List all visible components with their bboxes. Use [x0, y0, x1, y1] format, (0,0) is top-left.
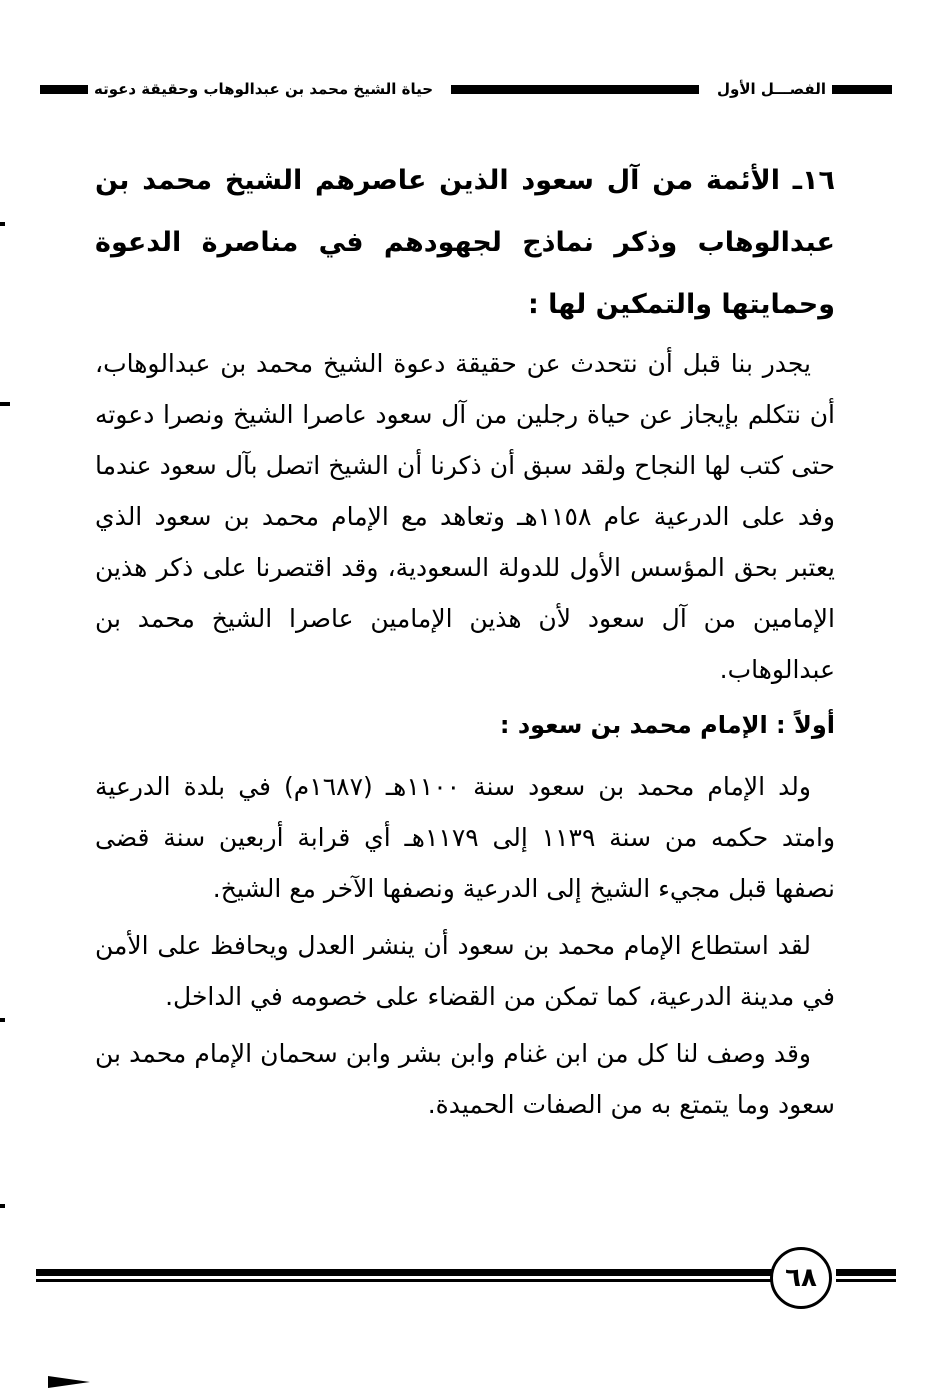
- header-chapter: الفصـــل الأول: [717, 80, 826, 98]
- margin-mark: [0, 222, 5, 226]
- header-title: حياة الشيخ محمد بن عبدالوهاب وحقيقة دعوته: [94, 80, 434, 98]
- footer-rule-thick: [36, 1269, 776, 1276]
- footer-rule-thick: [836, 1269, 896, 1276]
- margin-mark: [0, 1018, 5, 1022]
- paragraph-justice: [95, 920, 835, 1022]
- running-header: [40, 74, 892, 104]
- page-footer: [36, 1245, 896, 1315]
- page-number: ٦٨: [770, 1247, 832, 1309]
- footer-rule-thin: [36, 1279, 776, 1282]
- footer-rule-right: [836, 1269, 896, 1282]
- header-rule-right: [832, 85, 892, 94]
- paragraph-description: [95, 1028, 835, 1130]
- paragraph-birth: [95, 761, 835, 914]
- paragraph-birth-text: ولد الإمام محمد بن سعود سنة ١١٠٠هـ (١٦٨٧م) في بلدة الدرعية وامتد حكمه من سنة ١١٣٩ إلى ١١٧٩هـ أي قرابة أربعين سنة قضى نصفها قبل مجيء الشيخ إلى الدرعية ونصفها الآخر مع الشيخ.: [95, 772, 836, 903]
- page-body: [95, 150, 835, 1136]
- header-rule-left: [40, 85, 88, 94]
- arrow-mark-icon: [48, 1376, 90, 1388]
- intro-paragraph-text: يجدر بنا قبل أن نتحدث عن حقيقة دعوة الشيخ محمد بن عبدالوهاب، أن نتكلم بإيجاز عن حياة رجلين من آل سعود عاصرا الشيخ ونصرا دعوته حتى كتب لها النجاح ولقد سبق أن ذكرنا أن الشيخ اتصل بآل سعود عندما وفد على الدرعية عام ١١٥٨هـ وتعاهد مع الإمام محمد بن سعود الذي يعتبر بحق المؤسس الأول للدولة السعودية، وقد اقتصرنا على ذكر هذين الإمامين من آل سعود لأن هذين الإمامين عاصرا الشيخ محمد بن عبدالوهاب.: [95, 349, 835, 684]
- margin-mark: [0, 1204, 5, 1208]
- header-rule-middle: [451, 85, 699, 94]
- paragraph-description-text: وقد وصف لنا كل من ابن غنام وابن بشر وابن سحمان الإمام محمد بن سعود وما يتمتع به من الصفات الحميدة.: [95, 1039, 835, 1119]
- footer-rule-left: [36, 1269, 776, 1282]
- section-heading: ١٦ـ الأئمة من آل سعود الذين عاصرهم الشيخ محمد بن عبدالوهاب وذكر نماذج لجهودهم في مناصرة الدعوة وحمايتها والتمكين لها :: [95, 165, 835, 320]
- footer-rule-thin: [836, 1279, 896, 1282]
- subsection-heading: أولاً : الإمام محمد بن سعود :: [499, 711, 835, 739]
- intro-paragraph: [95, 338, 835, 695]
- paragraph-justice-text: لقد استطاع الإمام محمد بن سعود أن ينشر العدل ويحافظ على الأمن في مدينة الدرعية، كما تمكن من القضاء على خصومه في الداخل.: [95, 931, 835, 1011]
- margin-mark: [0, 402, 10, 406]
